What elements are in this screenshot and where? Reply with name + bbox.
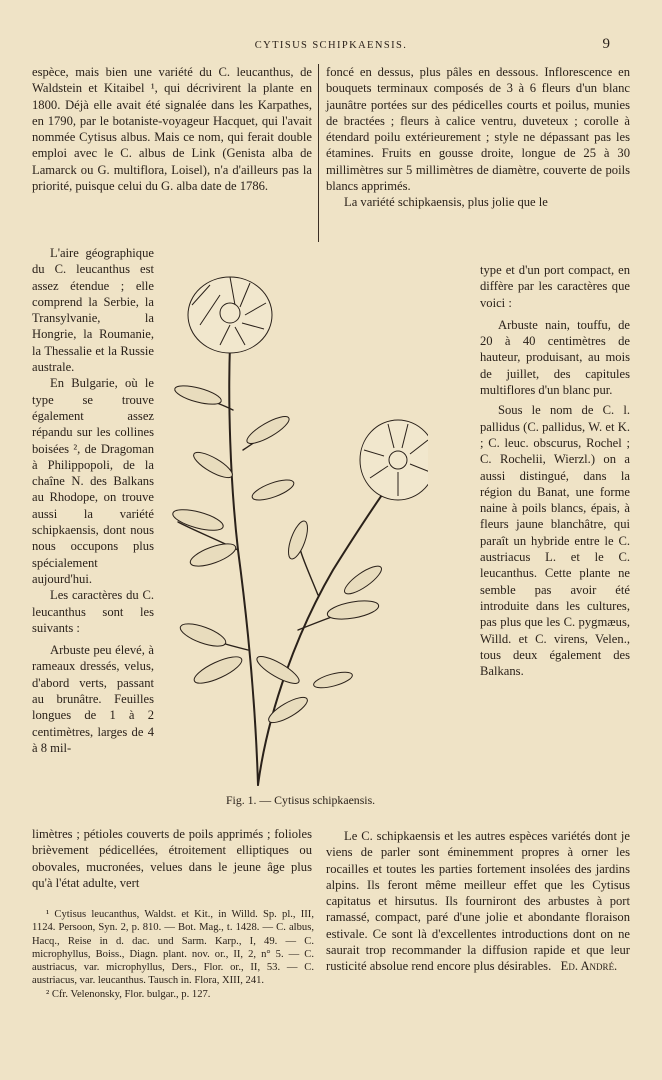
right-column-top bbox=[326, 64, 630, 211]
running-title: CYTISUS SCHIPKAENSIS. bbox=[254, 40, 408, 51]
left-column-top bbox=[32, 64, 312, 194]
column-divider bbox=[318, 64, 319, 242]
paragraph-petioles: limètres ; pétioles couverts de poils apprimés ; folioles brièvement pédicellées, étroitement elliptiques ou obovales, mucronées, velues dans le jeune âge plus qu'à l'état adulte, vert bbox=[32, 827, 312, 890]
paragraph-pallidus: Sous le nom de C. l. pallidus (C. pallidus, W. et K. ; C. leuc. obscurus, Rochel ; C. Rochelii, Wierzl.) on a aussi distingué, dans la région du Banat, une forme naine à poils blancs, épais, à fleurs jaune blanchâtre, qui paraît un hybride entre le C. austriacus L. et le C. leucanthus. Cette plante ne semble pas avoir été introduite dans les cultures, pas plus que les C. pygmæus, Willd. et C. virens, Velen., tous deux également des Balkans. bbox=[480, 403, 630, 679]
page-number: 9 bbox=[602, 36, 610, 52]
left-column-narrow bbox=[32, 245, 154, 756]
right-column-narrow bbox=[480, 262, 630, 679]
paragraph-species-history: espèce, mais bien une variété du C. leucanthus, de Waldstein et Kitaibel ¹, qui décrivirent la plante en 1800. Déjà elle avait été signalée dans les Karpathes, en 1790, par le botaniste-voyageur Hacquet, qui l'avait nommée Cytisus albus. Mais ce nom, qui ferait double emploi avec le C. albus de Link (Genista alba de Lamarck ou G. multiflora, Loisel), n'a d'ailleurs pas la priorité, puisque celui du G. alba date de 1786. bbox=[32, 65, 312, 194]
paragraph-rockery-use: Le C. schipkaensis et les autres espèces variétés dont je viens de parler sont éminemment propres à orner les rocailles et toutes les parties fortement insolées des jardins alpins. Ils feront même meilleur effet que les Cytisus capitatus et hirsutus. Ils fourniront des arbustes à port ramassé, compact, paré d'une jolie et abondante floraison estivale. Ce sont là d'excellentes introductions dont on ne saurait trop recommander la diffusion rapide et que leur rusticité absolue rend encore plus désirables. Ed. André. bbox=[326, 829, 630, 974]
paragraph-bulgaria: En Bulgarie, où le type se trouve également assez répandu sur les collines boisées ², de Dragoman à Philippopoli, de la chaîne N. des Balkans au Rhodope, on trouve aussi la variété schipkaensis, dont nous nous occupons plus spécialement aujourd'hui. bbox=[32, 376, 154, 586]
left-column-bottom bbox=[32, 826, 312, 891]
paragraph-geographic-range: L'aire géographique du C. leucanthus est assez étendue ; elle comprend la Serbie, la Transylvanie, la Hongrie, la Roumanie, la Thessalie et la Russie australe. bbox=[32, 246, 154, 375]
paragraph-shrub-description: Arbuste peu élevé, à rameaux dressés, velus, d'abord verts, passant au brunâtre. Feuilles longues de 1 à 2 centimètres, larges de 4 à 8 mil- bbox=[32, 643, 154, 755]
paragraph-variety-intro: La variété schipkaensis, plus jolie que le bbox=[344, 195, 548, 210]
paragraph-inflorescence: foncé en dessus, plus pâles en dessous. Inflorescence en bouquets terminaux composés de 3 à 6 fleurs d'un blanc jaunâtre portées sur des pédicelles courts et poilus, munies de bractées ; fleurs à calice ventru, duveteux ; corolle à étendard poilu extérieurement ; style ne dépassant pas les étamines. Fruits en gousse droite, longue de 25 à 30 millimètres sur 5 millimètres de diamètre, couverte de poils blancs apprimés. bbox=[326, 65, 630, 194]
footnote-2: ² Cfr. Velenonsky, Flor. bulgar., p. 127. bbox=[46, 988, 211, 1000]
right-column-bottom bbox=[326, 828, 630, 975]
paragraph-variety-differs: type et d'un port compact, en diffère par les caractères que voici : bbox=[480, 263, 630, 310]
footnote-1: ¹ Cytisus leucanthus, Waldst. et Kit., in Willd. Sp. pl., III, 1124. Persoon, Syn. 2, p. 810. — Bot. Mag., t. 1428. — C. albus, Hacq., Reise in d. dac. und Sarm. Karp., I, 49. — C. microphyllus, Boiss., Diagn. plant. nov. or., II, 2, n° 5. — C. austriacus, var. microphyllus, Ders., Flor. or., II, 53. — C. austriacus, var. leucanthus. Tausch in. Flora, XIII, 241. bbox=[32, 909, 314, 987]
figure-caption: Fig. 1. — Cytisus schipkaensis. bbox=[226, 793, 376, 807]
cytisus-illustration bbox=[158, 250, 428, 790]
paragraph-dwarf-shrub: Arbuste nain, touffu, de 20 à 40 centimètres de hauteur, produisant, au mois de juillet, des capitules multiflores d'un blanc pur. bbox=[480, 317, 630, 398]
author-signature: Ed. André. bbox=[560, 959, 618, 974]
paragraph-characters-intro: Les caractères du C. leucanthus sont les suivants : bbox=[32, 588, 154, 635]
footnotes bbox=[32, 908, 314, 1001]
